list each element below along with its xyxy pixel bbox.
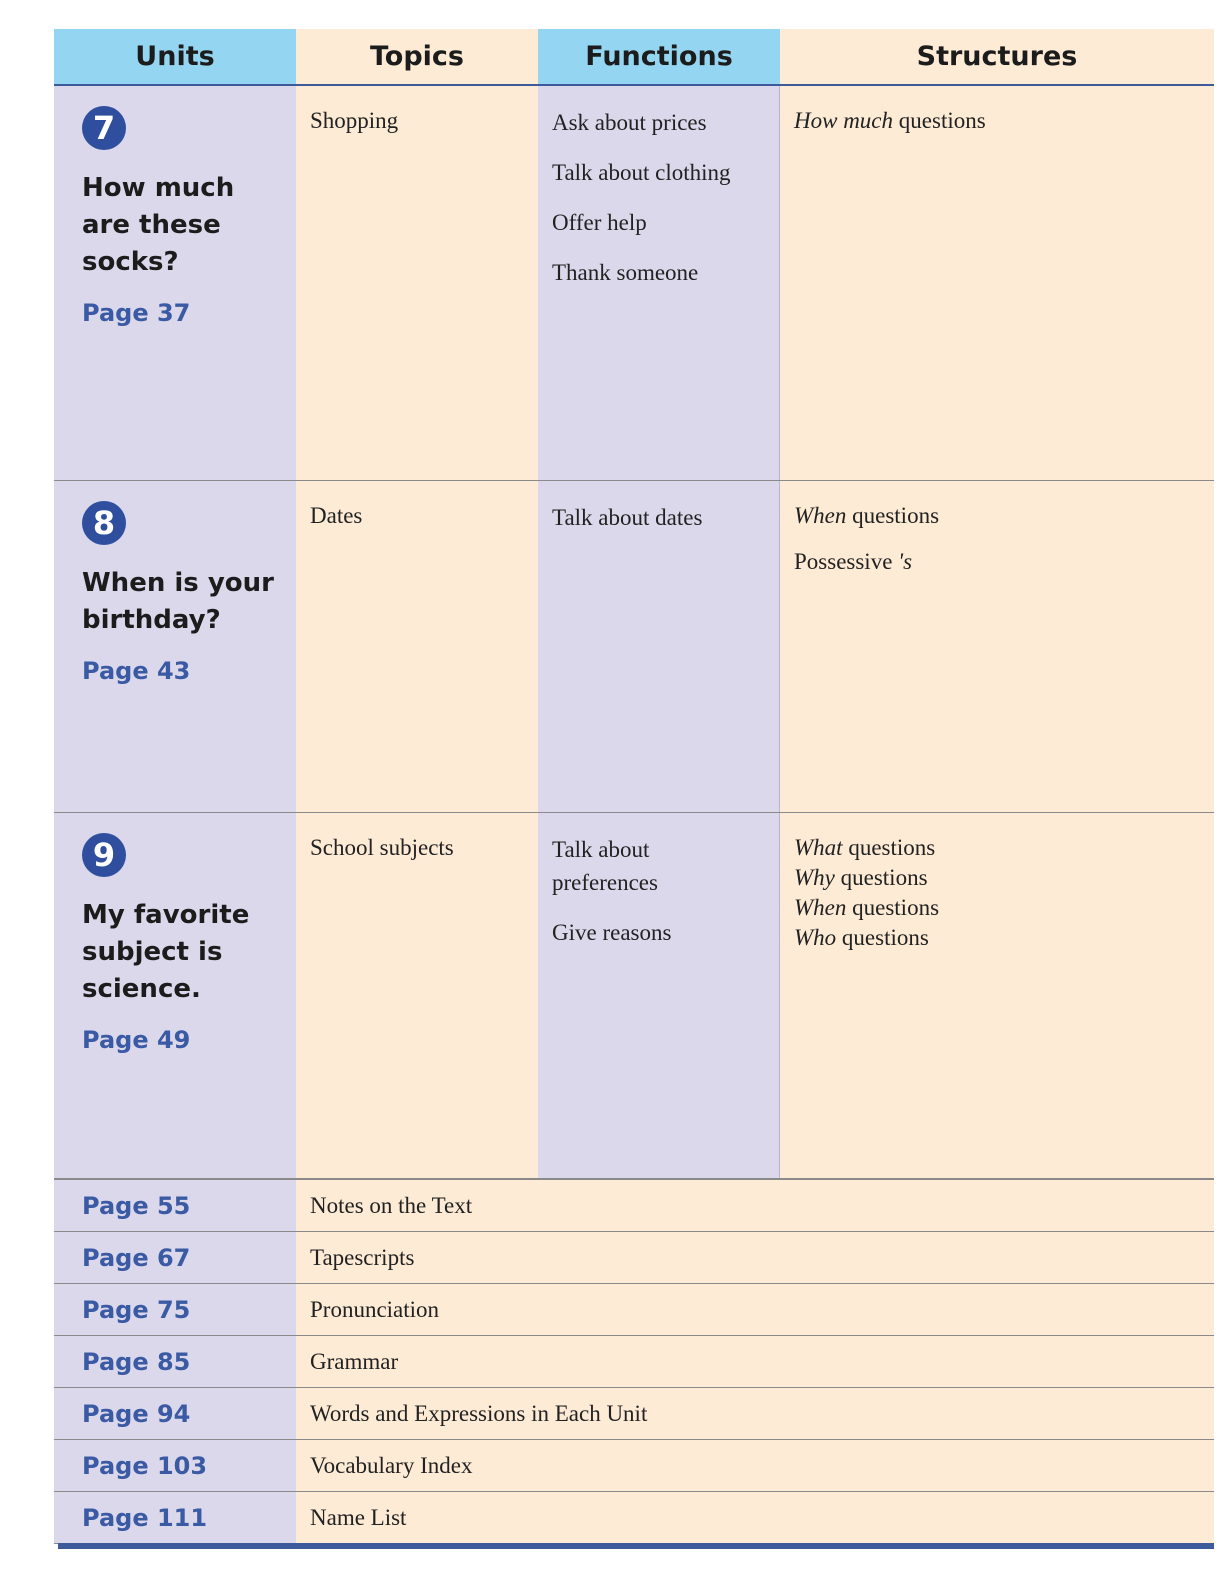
reference-row xyxy=(54,1440,1214,1492)
unit-cell xyxy=(54,813,296,1178)
reference-row xyxy=(54,1492,1214,1544)
reference-page-link[interactable]: Page 67 xyxy=(54,1232,296,1283)
reference-row xyxy=(54,1388,1214,1440)
function-item: Offer help xyxy=(552,210,647,235)
header-structures: Structures xyxy=(780,29,1214,84)
table-of-contents xyxy=(54,29,1214,1544)
unit-structures xyxy=(780,481,1214,812)
unit-structures xyxy=(780,813,1214,1178)
unit-functions xyxy=(538,481,780,812)
reference-label: Vocabulary Index xyxy=(296,1440,1214,1491)
unit-row-8 xyxy=(54,481,1214,813)
bottom-rule xyxy=(58,1543,1214,1549)
structure-item: Why questions xyxy=(794,865,928,890)
unit-functions xyxy=(538,86,780,480)
reference-list xyxy=(54,1179,1214,1544)
function-item: Talk about dates xyxy=(552,505,703,530)
function-item: Talk about clothing xyxy=(552,160,731,185)
unit-number-badge: 7 xyxy=(82,106,126,150)
unit-row-9 xyxy=(54,813,1214,1179)
reference-page-link[interactable]: Page 75 xyxy=(54,1284,296,1335)
structure-item: Who questions xyxy=(794,925,929,950)
unit-row-7 xyxy=(54,86,1214,481)
reference-row xyxy=(54,1336,1214,1388)
reference-row xyxy=(54,1284,1214,1336)
unit-page-link[interactable]: Page 43 xyxy=(82,657,191,685)
reference-page-link[interactable]: Page 94 xyxy=(54,1388,296,1439)
unit-cell xyxy=(54,86,296,480)
unit-title: When is your birthday? xyxy=(82,568,274,635)
reference-label: Grammar xyxy=(296,1336,1214,1387)
reference-label: Words and Expressions in Each Unit xyxy=(296,1388,1214,1439)
function-item: Give reasons xyxy=(552,920,672,945)
unit-topic: School subjects xyxy=(296,813,538,1178)
unit-number-badge: 9 xyxy=(82,833,126,877)
header-functions: Functions xyxy=(538,29,780,84)
unit-topic: Shopping xyxy=(296,86,538,480)
unit-title: My favorite subject is science. xyxy=(82,900,250,1004)
unit-number-badge: 8 xyxy=(82,501,126,545)
header-units: Units xyxy=(54,29,296,84)
reference-row xyxy=(54,1179,1214,1232)
reference-row xyxy=(54,1232,1214,1284)
reference-label: Name List xyxy=(296,1492,1214,1543)
structure-item: When questions xyxy=(794,895,940,920)
structure-item: How much questions xyxy=(794,108,986,133)
unit-title: How much are these socks? xyxy=(82,173,235,277)
reference-label: Tapescripts xyxy=(296,1232,1214,1283)
structure-item: Possessive 's xyxy=(794,549,913,574)
unit-functions xyxy=(538,813,780,1178)
unit-page-link[interactable]: Page 49 xyxy=(82,1026,191,1054)
table-header xyxy=(54,29,1214,86)
reference-page-link[interactable]: Page 85 xyxy=(54,1336,296,1387)
unit-cell xyxy=(54,481,296,812)
reference-page-link[interactable]: Page 103 xyxy=(54,1440,296,1491)
reference-label: Pronunciation xyxy=(296,1284,1214,1335)
reference-label: Notes on the Text xyxy=(296,1180,1214,1231)
structure-item: What questions xyxy=(794,835,936,860)
reference-page-link[interactable]: Page 55 xyxy=(54,1180,296,1231)
function-item: Thank someone xyxy=(552,260,699,285)
function-item: Ask about prices xyxy=(552,110,707,135)
header-topics: Topics xyxy=(296,29,538,84)
unit-structures xyxy=(780,86,1214,480)
function-item: Talk about preferences xyxy=(552,837,658,895)
unit-topic: Dates xyxy=(296,481,538,812)
reference-page-link[interactable]: Page 111 xyxy=(54,1492,296,1543)
structure-item: When questions xyxy=(794,503,940,528)
unit-page-link[interactable]: Page 37 xyxy=(82,299,191,327)
